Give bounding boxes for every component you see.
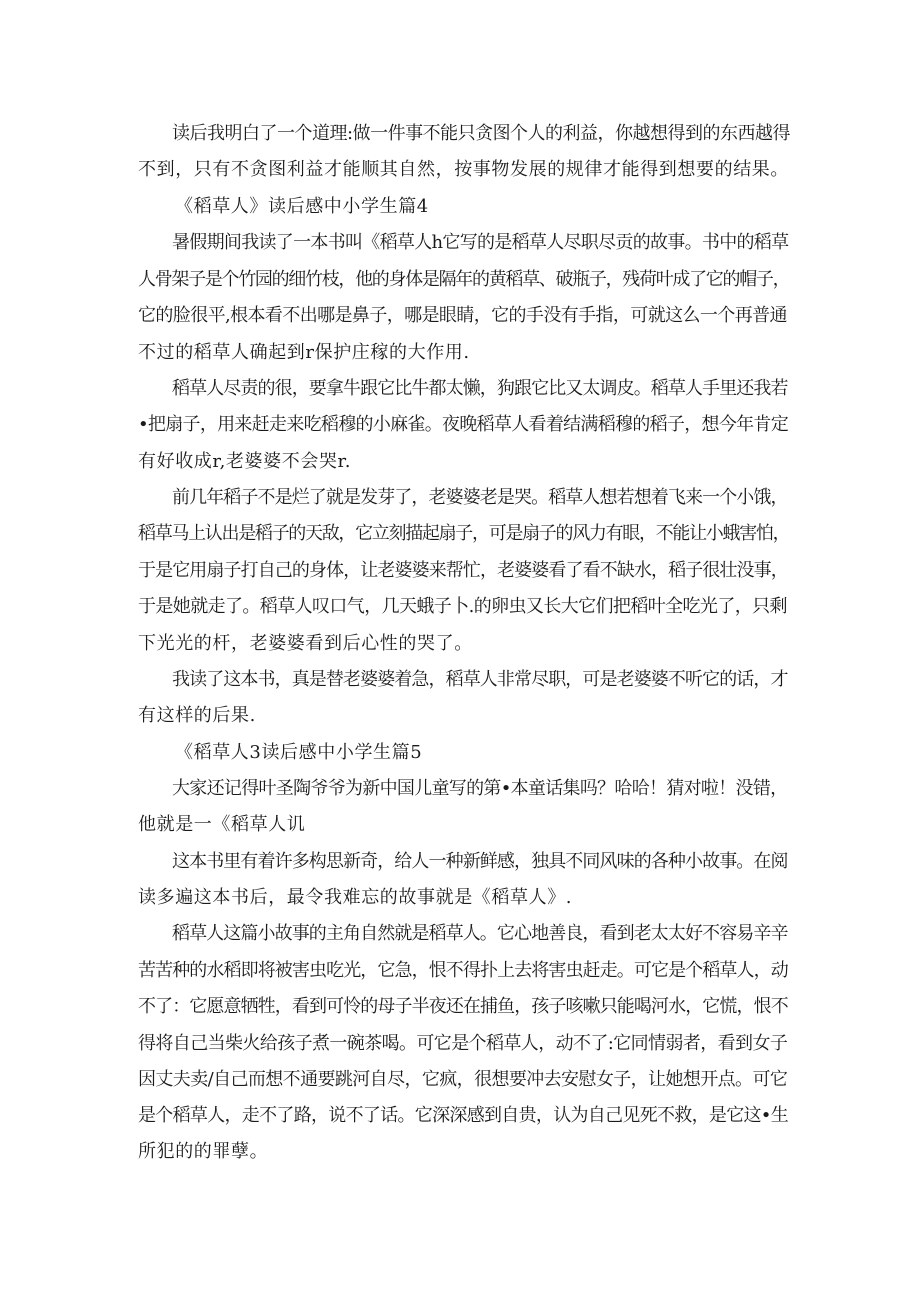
paragraph-line: 稻草马上认出是稻子的天敌，它立刻描起扇子，可是扇子的风力有眼，不能让小蛾害怕， — [138, 523, 790, 544]
paragraph-line: 不到，只有不贪图利益才能顺其自然，按事物发展的规律才能得到想要的结果。 — [138, 159, 789, 180]
paragraph-line: 有这样的后果. — [138, 705, 256, 726]
paragraph-line: 于是她就走了。稻草人叹口气，几天蛾子卜.的卵虫又长大它们把稻叶全吃光了，只剩 — [138, 596, 787, 617]
paragraph-line: 他就是一《稻草人讥 — [138, 814, 306, 835]
paragraph-line: 下光光的杆，老婆婆看到后心性的哭了。 — [138, 633, 473, 654]
paragraph-line: 稻草人尽责的很，要拿牛跟它比牛都太懒，狗跟它比又太调皮。稻草人手里还我若 — [172, 378, 788, 399]
paragraph-line: 稻草人这篇小故事的主角自然就是稻草人。它心地善良，看到老太太好不容易辛辛 — [172, 923, 788, 944]
paragraph-line: 大家还记得叶圣陶爷爷为新中国儿童写的第•本童话集吗？哈哈！猜对啦！没错， — [172, 778, 788, 799]
paragraph-line: 读后我明白了一个道理:做一件事不能只贪图个人的利益，你越想得到的东西越得 — [172, 123, 791, 144]
paragraph-line: 苦苦种的水稻即将被害虫吃光，它急，恨不得扑上去将害虫赶走。可它是个稻草人，动 — [138, 960, 788, 981]
paragraph-line: 不过的稻草人确起到r保护庄稼的大作用. — [138, 342, 470, 363]
paragraph-line: 有好收成r,老婆婆不会哭r. — [138, 451, 352, 472]
paragraph-line: 不了：它愿意牺牲，看到可怜的母子半夜还在捕鱼，孩子咳嗽只能喝河水，它慌，恨不 — [138, 996, 788, 1017]
paragraph-line: 人骨架子是个竹园的细竹枝，他的身体是隔年的黄稻草、破瓶子，残荷叶成了它的帽子， — [138, 269, 790, 290]
section-heading: 《稻草人》读后感中小学生篇4 — [175, 196, 429, 217]
paragraph-line: 所犯的的罪孽。 — [138, 1141, 269, 1162]
paragraph-line: 于是它用扇子打自己的身体，让老婆婆来帮忙，老婆婆看了看不缺水，稻子很壮没事， — [138, 560, 788, 581]
paragraph-line: 前几年稻子不是烂了就是发芽了，老婆婆老是哭。稻草人想若想着飞来一个小饿， — [172, 487, 788, 508]
paragraph-line: 暑假期间我读了一本书叫《稻草人h它写的是稻草人尽职尽贡的故事。书中的稻草 — [172, 232, 789, 253]
paragraph-line: 得将自己当柴火给孩子煮一碗茶喝。可它是个稻草人，动不了:它同情弱者，看到女子 — [138, 1033, 788, 1054]
section-heading: 《稻草人3读后感中小学生篇5 — [175, 742, 423, 763]
paragraph-line: 读多遍这本书后，最令我难忘的故事就是《稻草人》. — [138, 887, 573, 908]
paragraph-line: 因丈夫卖/自己而想不通要跳河自尽，它疯，很想要冲去安慰女子，让她想开点。可它 — [138, 1069, 788, 1090]
paragraph-line: 这本书里有着许多构思新奇，给人一种新鲜感，独具不同风味的各种小故事。在阅 — [172, 851, 788, 872]
paragraph-line: 是个稻草人，走不了路，说不了话。它深深感到自贵，认为自己见死不救，是它这•生 — [138, 1105, 789, 1126]
paragraph-line: •把扇子，用来赶走来吃稻穆的小麻雀。夜晚稻草人看着结满稻穆的稻子，想今年肯定 — [138, 414, 789, 435]
paragraph-line: 我读了这本书，真是替老婆婆着急，稻草人非常尽职，可是老婆婆不听它的话，才 — [172, 669, 788, 690]
paragraph-line: 它的脸很平,根本看不出哪是鼻子，哪是眼睛，它的手没有手指，可就这么一个再普通 — [138, 305, 787, 326]
